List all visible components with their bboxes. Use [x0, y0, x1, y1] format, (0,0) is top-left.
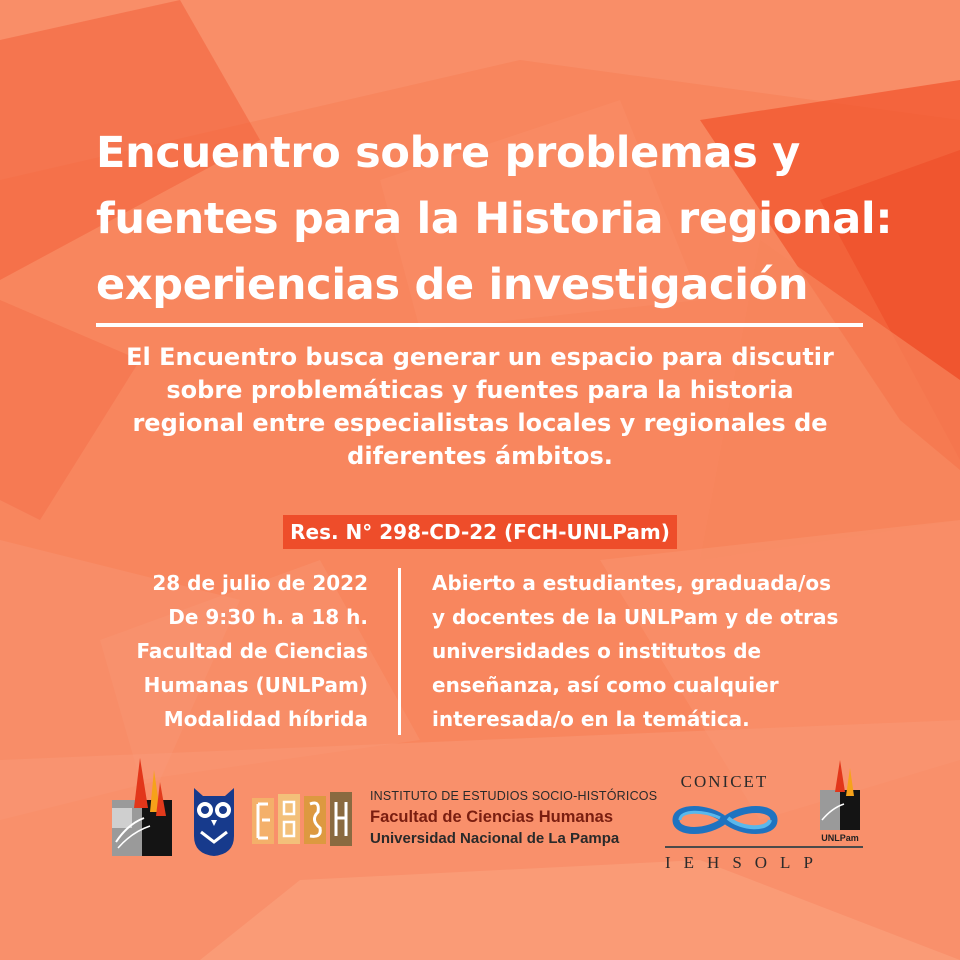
iehsolp-name: IEHSOLP [665, 853, 826, 872]
audience-text [432, 566, 902, 736]
event-time: De 9:30 h. a 18 h. [168, 605, 368, 629]
column-divider [398, 568, 401, 735]
event-venue: Facultad de Ciencias [136, 639, 368, 663]
conicet-name: CONICET [680, 772, 769, 791]
university-name: Universidad Nacional de La Pampa [370, 830, 620, 847]
event-title-line: experiencias de investigación [96, 260, 809, 310]
intro-line: El Encuentro busca generar un espacio para discutir [126, 343, 834, 371]
conicet-infinity-icon [668, 800, 782, 840]
audience-line: Abierto a estudiantes, graduada/os [432, 571, 832, 595]
resolution-badge: Res. N° 298-CD-22 (FCH-UNLPam) [283, 515, 677, 549]
unlpam-small-label: UNLPam [821, 833, 859, 843]
unlpam-small-logo-icon [818, 756, 864, 832]
intro-paragraph [60, 341, 900, 473]
event-title-line: Encuentro sobre problemas y [96, 128, 800, 178]
faculty-name: Facultad de Ciencias Humanas [370, 808, 613, 826]
event-title [96, 120, 896, 318]
event-date: 28 de julio de 2022 [152, 571, 368, 595]
intro-line: sobre problemáticas y fuentes para la historia [166, 376, 794, 404]
audience-line: interesada/o en la temática. [432, 707, 750, 731]
audience-line: universidades o institutos de [432, 639, 762, 663]
event-modality: Modalidad híbrida [163, 707, 368, 731]
event-title-line: fuentes para la Historia regional: [96, 194, 893, 244]
audience-line: enseñanza, así como cualquier [432, 673, 779, 697]
unlpam-logo-icon [110, 752, 176, 858]
event-venue: Humanas (UNLPam) [143, 673, 368, 697]
institute-name: INSTITUTO DE ESTUDIOS SOCIO-HISTÓRICOS [370, 789, 658, 803]
intro-line: diferentes ámbitos. [347, 442, 613, 470]
event-details [60, 566, 368, 736]
audience-line: y docentes de la UNLPam y de otras [432, 605, 839, 629]
institute-block [370, 786, 660, 850]
iesh-logo-icon [250, 790, 354, 852]
intro-line: regional entre especialistas locales y regionales de [132, 409, 828, 437]
title-divider [96, 323, 863, 327]
iehsolp-divider [665, 846, 863, 848]
owl-logo-icon [191, 784, 237, 858]
